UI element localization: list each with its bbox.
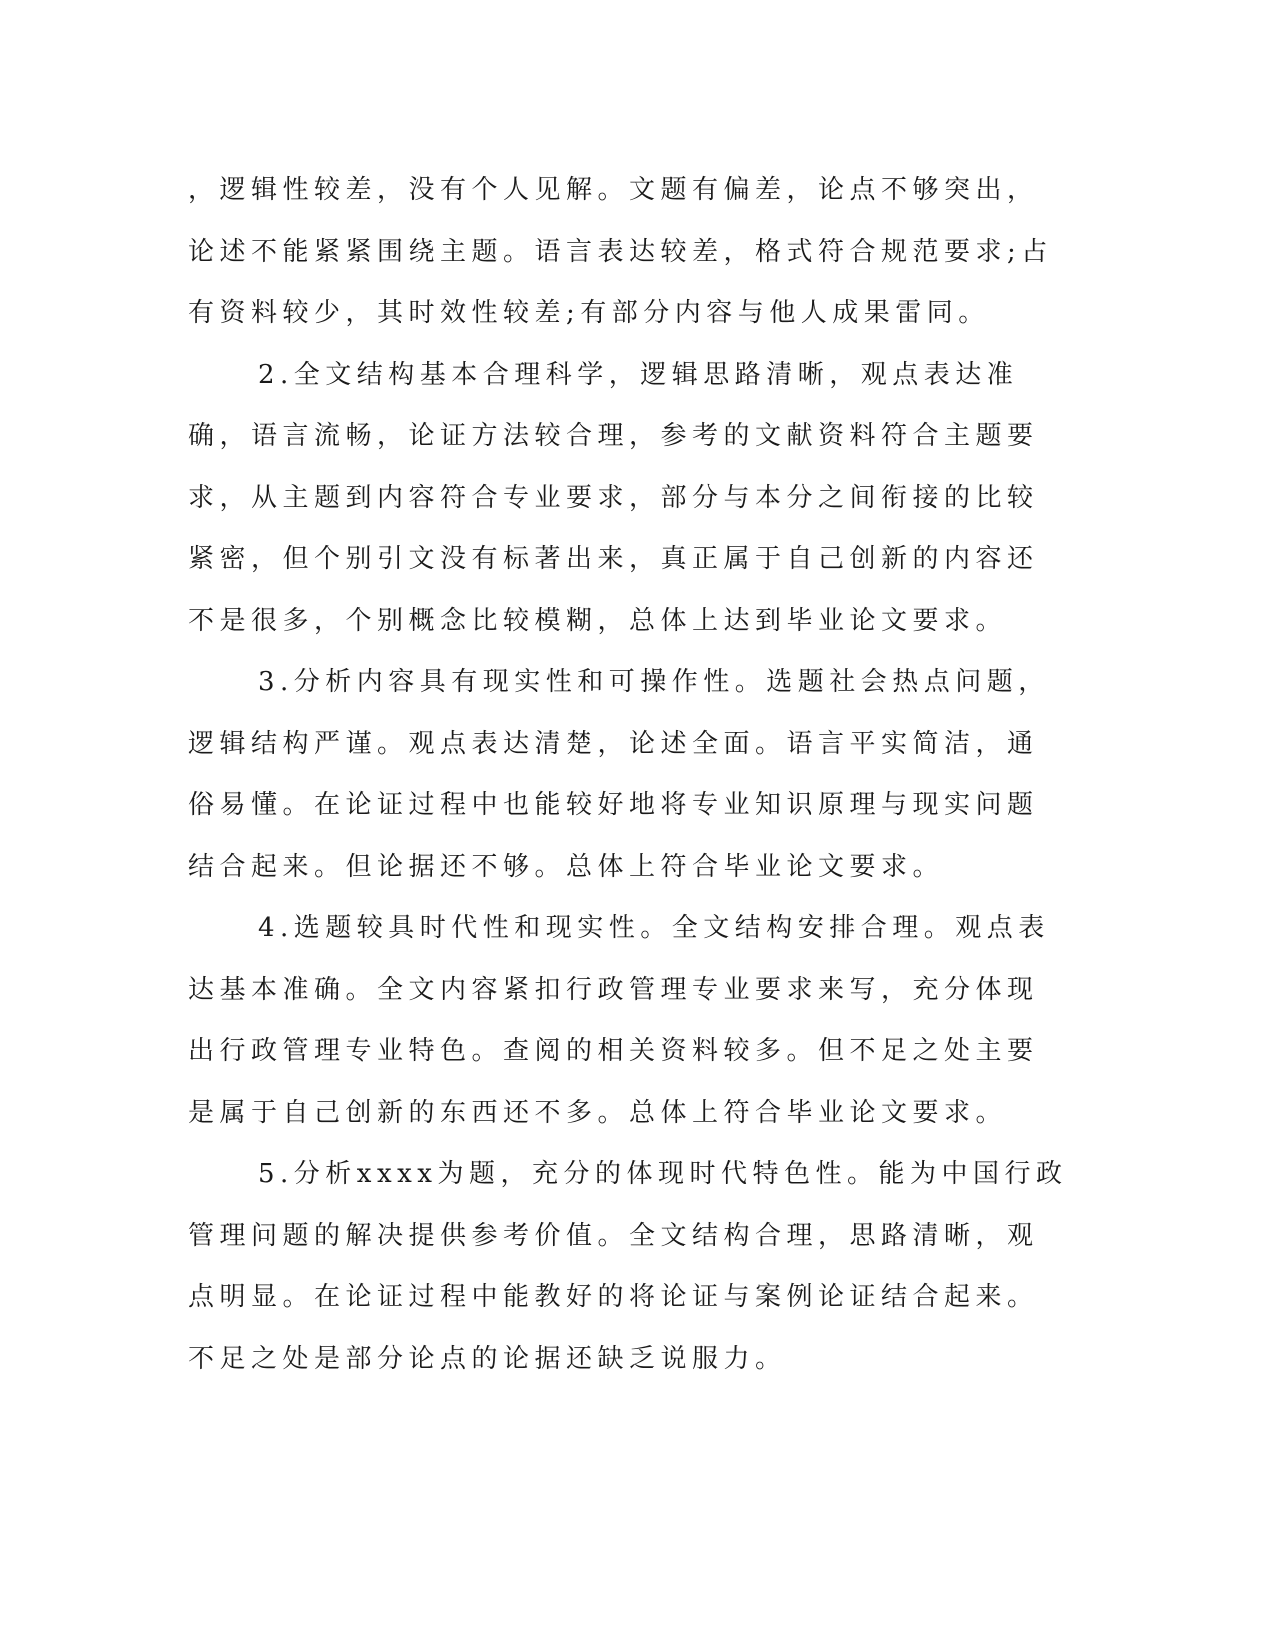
paragraph-item-4: 4.选题较具时代性和现实性。全文结构安排合理。观点表达基本准确。全文内容紧扣行政管理专业要求来写，充分体现出行政管理专业特色。查阅的相关资料较多。但不足之处主要是属于自己创新的东西还不多。总体上符合毕业论文要求。 [188, 913, 1050, 1128]
paragraph-item-5: 5.分析xxxx为题，充分的体现时代特色性。能为中国行政管理问题的解决提供参考价值。全文结构合理，思路清晰，观点明显。在论证过程中能教好的将论证与案例论证结合起来。不足之处是部分论点的论据还缺乏说服力。 [188, 1159, 1068, 1374]
paragraph-item-3: 3.分析内容具有现实性和可操作性。选题社会热点问题，逻辑结构严谨。观点表达清楚，论述全面。语言平实简洁，通俗易懂。在论证过程中也能较好地将专业知识原理与现实问题结合起来。但论据还不够。总体上符合毕业论文要求。 [188, 667, 1050, 882]
paragraph-continuation: ，逻辑性较差，没有个人见解。文题有偏差，论点不够突出，论述不能紧紧围绕主题。语言表达较差，格式符合规范要求;占有资料较少，其时效性较差;有部分内容与他人成果雷同。 [188, 175, 1053, 328]
document-body [188, 160, 1068, 1390]
paragraph-item-2: 2.全文结构基本合理科学，逻辑思路清晰，观点表达准确，语言流畅，论证方法较合理，参考的文献资料符合主题要求，从主题到内容符合专业要求，部分与本分之间衔接的比较紧密，但个别引文没有标著出来，真正属于自己创新的内容还不是很多，个别概念比较模糊，总体上达到毕业论文要求。 [188, 359, 1039, 636]
